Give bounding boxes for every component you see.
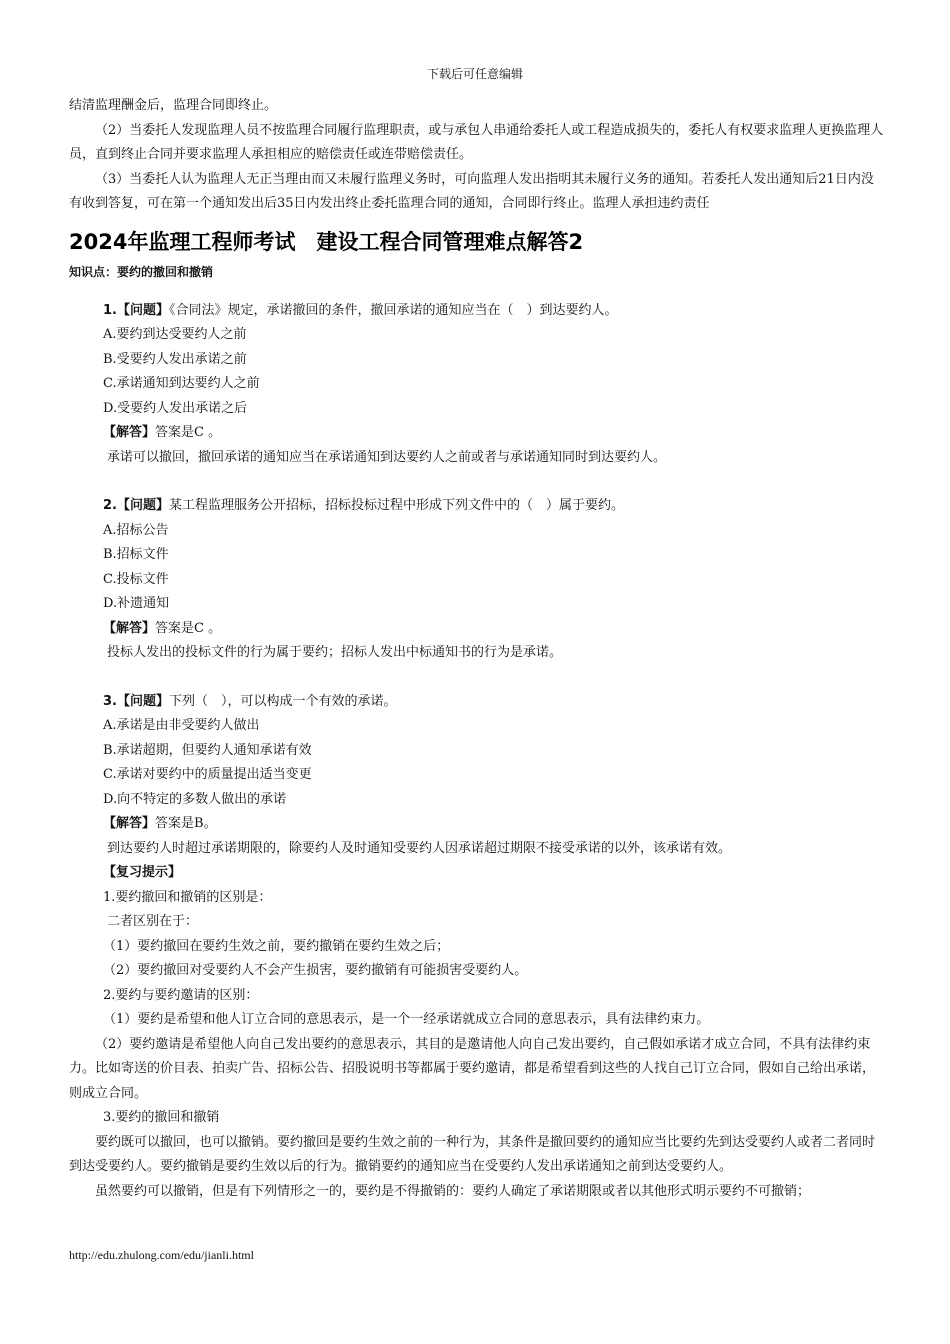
review-s1-item: （2）要约撤回对受要约人不会产生损害，要约撤销有可能损害受要约人。 [103,963,528,978]
option-d: D.向不特定的多数人做出的承诺 [103,791,287,807]
review-s2-item-2: （2）要约邀请是希望他人向自己发出要约的意思表示，其目的是邀请他人向自己发出要约，自己假如承诺才成立合同，不具有法律约束力。比如寄送的价目表、拍卖广告、招标公告、招股说明书等都属于要约邀请，都是希望看到这些的人找自己订立合同，假如自己给出承诺，则成立合同。 [69,1036,876,1101]
review-s3-paragraph-2: 虽然要约可以撤销，但是有下列情形之一的，要约是不得撤销的：要约人确定了承诺期限或者以其他形式明示要约不可撤销； [95,1183,811,1199]
question-tag: 【问题】 [116,302,169,318]
review-s1-title: 1.要约撤回和撤销的区别是： [103,889,272,905]
review-s1-lead: 二者区别在于： [107,914,199,929]
question-1 [69,299,884,471]
answer-tag: 【解答】 [103,425,156,440]
question-text: 下列（ ），可以构成一个有效的承诺。 [169,693,397,709]
review-s2-item-1: （1）要约是希望和他人订立合同的意思表示，是一个一经承诺就成立合同的意思表示，具有法律约束力。 [103,1012,710,1027]
answer-tag: 【解答】 [103,620,156,636]
footer-url: http://edu.zhulong.com/edu/jianli.html [69,1248,254,1262]
option-d: D.补遗通知 [103,596,170,611]
option-b: B.招标文件 [103,547,169,562]
answer-text: 答案是B。 [155,816,217,831]
review-s1-item: （1）要约撤回在要约生效之前，要约撤销在要约生效之后； [103,938,450,954]
question-tag: 【问题】 [116,498,169,513]
answer-explanation: 投标人发出的投标文件的行为属于要约；招标人发出中标通知书的行为是承诺。 [107,645,563,660]
answer-explanation: 到达要约人时超过承诺期限的，除要约人及时通知受要约人因承诺超过期限不接受承诺的以外，该承诺有效。 [107,840,732,856]
option-c: C.承诺通知到达要约人之前 [103,376,260,391]
question-text: 某工程监理服务公开招标，招标投标过程中形成下列文件中的（ ）属于要约。 [169,498,625,513]
document-body [69,94,884,1204]
intro-line-1: 结清监理酬金后，监理合同即终止。 [69,98,278,113]
review-s3-title: 3.要约的撤回和撤销 [103,1110,220,1125]
option-d: D.受要约人发出承诺之后 [103,400,248,416]
question-number: 2. [103,498,117,513]
option-a: A.承诺是由非受要约人做出 [103,718,260,733]
review-heading: 【复习提示】 [103,865,182,880]
question-number: 3. [103,693,117,709]
option-c: C.承诺对要约中的质量提出适当变更 [103,767,312,782]
question-3 [69,690,884,862]
review-s2-title: 2.要约与要约邀请的区别： [103,987,259,1003]
intro-paragraph-3: （3）当委托人认为监理人无正当理由而又未履行监理义务时，可向监理人发出指明其未履行义务的通知。若委托人发出通知后21日内没有收到答复，可在第一个通知发出后35日内发出终止委托监理合同的通知，合同即行终止。监理人承担违约责任 [69,171,874,211]
article-title: 2024年监理工程师考试 建设工程合同管理难点解答2 [69,229,584,254]
question-tag: 【问题】 [116,693,169,709]
answer-explanation: 承诺可以撤回，撤回承诺的通知应当在承诺通知到达要约人之前或者与承诺通知同时到达要约人。 [107,449,667,465]
review-s3-paragraph-1: 要约既可以撤回，也可以撤销。要约撤回是要约生效之前的一种行为，其条件是撤回要约的通知应当比要约先到达受要约人或者二者同时到达受要约人。要约撤销是要约生效以后的行为。撤销要约的通知应当在受要约人发出承诺通知之前到达受要约人。 [69,1134,876,1174]
review-section [69,861,884,1204]
question-text: 《合同法》规定，承诺撤回的条件，撤回承诺的通知应当在（ ）到达要约人。 [169,302,618,318]
knowledge-point: 知识点：要约的撤回和撤销 [69,264,214,279]
option-b: B.承诺超期，但要约人通知承诺有效 [103,742,312,758]
question-2 [69,494,884,666]
answer-text: 答案是C 。 [155,620,222,636]
question-number: 1. [103,302,117,318]
option-a: A.招标公告 [103,522,169,538]
answer-text: 答案是C 。 [155,425,222,440]
option-c: C.投标文件 [103,571,169,587]
option-a: A.要约到达受要约人之前 [103,327,247,342]
answer-tag: 【解答】 [103,816,156,831]
page-header: 下载后可任意编辑 [426,67,523,81]
option-b: B.受要约人发出承诺之前 [103,351,247,367]
intro-paragraph-2: （2）当委托人发现监理人员不按监理合同履行监理职责，或与承包人串通给委托人或工程造成损失的，委托人有权要求监理人更换监理人员，直到终止合同并要求监理人承担相应的赔偿责任或连带赔偿责任。 [69,122,884,162]
